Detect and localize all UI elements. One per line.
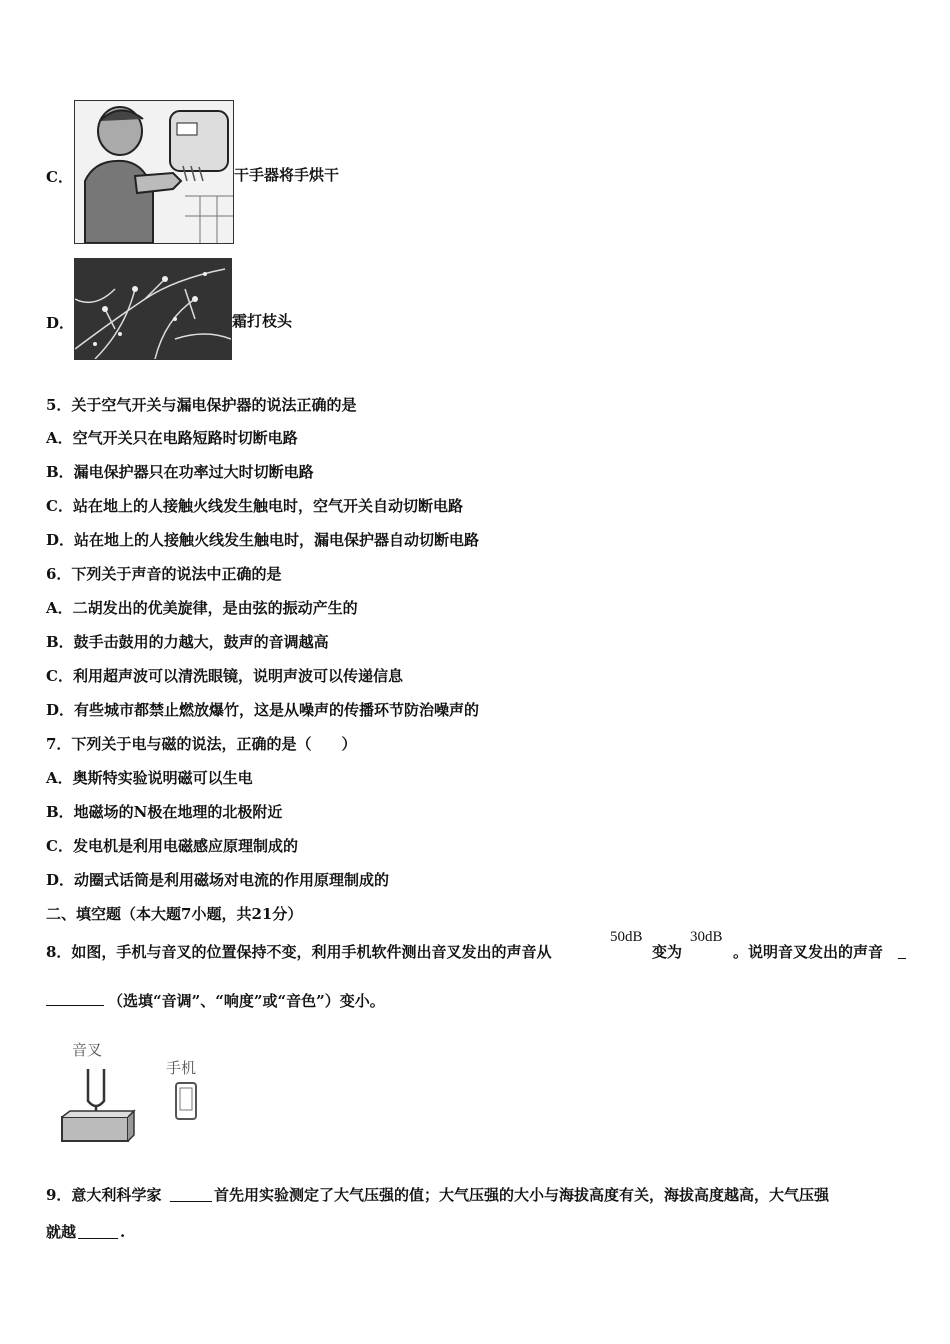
- phone-label: 手机: [166, 1059, 197, 1077]
- q6-option-d: D．有些城市都禁止燃放爆竹，这是从噪声的传播环节防治噪声的: [46, 701, 480, 719]
- q8-part2: 变为: [652, 943, 683, 961]
- option-d-label: D．: [46, 314, 75, 332]
- q6-option-c: C．利用超声波可以清洗眼镜，说明声波可以传递信息: [46, 667, 403, 685]
- q5-stem: 5．关于空气开关与漏电保护器的说法正确的是: [46, 396, 357, 414]
- q6-stem: 6．下列关于声音的说法中正确的是: [46, 565, 282, 583]
- q6-option-a: A．二胡发出的优美旋律，是由弦的振动产生的: [46, 599, 358, 617]
- q7-option-a: A．奥斯特实验说明磁可以生电: [46, 769, 253, 787]
- hand-dryer-illustration: [74, 100, 234, 244]
- q7-option-b: B．地磁场的N极在地理的北极附近: [46, 803, 283, 821]
- tuning-fork-icon: [58, 1065, 138, 1147]
- q8-part1: 8．如图，手机与音叉的位置保持不变，利用手机软件测出音叉发出的声音从: [46, 943, 552, 961]
- q6-option-b: B．鼓手击鼓用的力越大，鼓声的音调越高: [46, 633, 329, 651]
- q8-answer-blank[interactable]: [46, 991, 104, 1006]
- q9-part2: 首先用实验测定了大气压强的值；大气压强的大小与海拔高度有关，海拔高度越高，大气压强: [214, 1186, 830, 1204]
- section-heading: 二、填空题（本大题7小题，共21分）: [46, 905, 303, 923]
- option-d-text: 霜打枝头: [232, 312, 293, 330]
- q5-option-c: C．站在地上的人接触火线发生触电时，空气开关自动切断电路: [46, 497, 463, 515]
- q9-answer-blank[interactable]: [78, 1224, 118, 1239]
- q8-value1: 50dB: [610, 929, 643, 945]
- q8-value2: 30dB: [690, 929, 723, 945]
- q8-part3: 。说明音叉发出的声音: [733, 943, 884, 961]
- q9-line2-part1: 就越: [46, 1223, 77, 1241]
- option-c-text: 干手器将手烘干: [234, 166, 340, 184]
- q5-option-d: D．站在地上的人接触火线发生触电时，漏电保护器自动切断电路: [46, 531, 480, 549]
- q9-line2-part2: .: [120, 1223, 126, 1241]
- q8-answer-blank-start[interactable]: [898, 944, 906, 959]
- q5-option-b: B．漏电保护器只在功率过大时切断电路: [46, 463, 314, 481]
- fork-label: 音叉: [72, 1041, 103, 1059]
- q7-stem: 7．下列关于电与磁的说法，正确的是（ ）: [46, 735, 357, 753]
- option-c-label: C．: [46, 168, 73, 186]
- q8-figure: [50, 1035, 230, 1150]
- q5-option-a: A．空气开关只在电路短路时切断电路: [46, 429, 298, 447]
- q9-scientist-blank[interactable]: [170, 1187, 212, 1202]
- q7-option-d: D．动圈式话筒是利用磁场对电流的作用原理制成的: [46, 871, 390, 889]
- q8-line2: （选填“音调”、“响度”或“音色”）变小。: [108, 992, 385, 1010]
- frost-branch-photo: [74, 258, 232, 360]
- q7-option-c: C．发电机是利用电磁感应原理制成的: [46, 837, 298, 855]
- q9-part1: 9．意大利科学家: [46, 1186, 162, 1204]
- phone-icon: [174, 1081, 198, 1121]
